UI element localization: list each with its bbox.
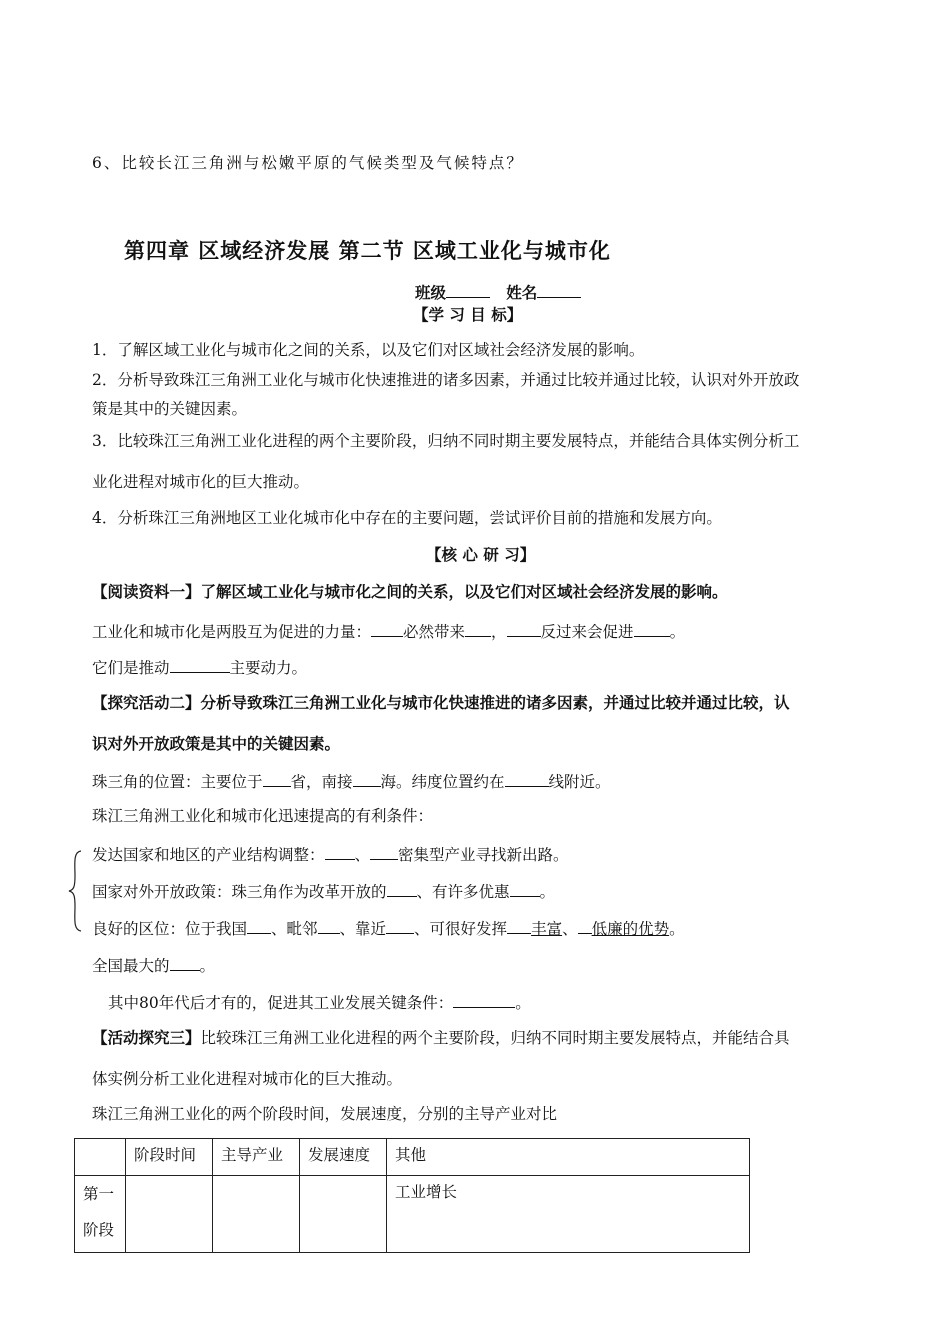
objective-4: 4．分析珠江三角洲地区工业化城市化中存在的主要问题，尝试评价目前的措施和发展方向。 (92, 509, 722, 527)
blank-2[interactable] (465, 620, 491, 637)
activity2-text-1: 分析导致珠江三角洲工业化与城市化快速推进的诸多因素，并通过比较并通过比较，认 (200, 693, 790, 712)
key-condition (108, 991, 531, 1013)
condition-3-text-h: 。 (669, 920, 685, 938)
objective-1: 1．了解区域工业化与城市化之间的关系，以及它们对区域社会经济发展的影响。 (92, 341, 645, 359)
stage-comparison-table (74, 1138, 750, 1253)
blank-c3b[interactable] (318, 917, 340, 934)
blank-province[interactable] (263, 770, 291, 787)
blank-5[interactable] (170, 656, 230, 673)
location-text-d: 线附近。 (548, 773, 611, 791)
table-header-row (75, 1139, 750, 1176)
condition-3-text-f: 、 (562, 920, 578, 938)
reading1-line1-text-d: 反过来会促进 (540, 623, 634, 641)
condition-2-text-b: 、有许多优惠 (416, 883, 510, 901)
table-header-cell (75, 1139, 126, 1176)
reading1-text: 了解区域工业化与城市化之间的关系，以及它们对区域社会经济发展的影响。 (200, 582, 728, 601)
objectives-header: 【学 习 目 标】 (413, 305, 523, 324)
reading1-line2-text-b: 主要动力。 (229, 659, 308, 677)
reading1-line1 (92, 620, 685, 642)
reading1-line2 (92, 656, 307, 678)
activity2-heading (92, 693, 790, 713)
blank-c2a[interactable] (387, 880, 417, 897)
condition-3-text-e: 丰富 (531, 920, 563, 938)
condition-1-text-b: 、 (354, 846, 371, 864)
blank-sea[interactable] (353, 770, 381, 787)
condition-1 (92, 843, 569, 865)
objective-2a: 2．分析导致珠江三角洲工业化与城市化快速推进的诸多因素，并通过比较并通过比较，认识对外开放政 (92, 371, 800, 389)
curly-brace (68, 850, 82, 932)
stage-label-cell (75, 1176, 126, 1253)
blank-3[interactable] (507, 620, 541, 637)
condition-3-text-b: 、毗邻 (271, 920, 318, 938)
reading1-line1-text-a: 工业化和城市化是两股互为促进的力量： (92, 623, 372, 641)
question-6: 6、比较长江三角洲与松嫩平原的气候类型及气候特点？ (92, 154, 524, 172)
activity3-text-2: 体实例分析工业化进程对城市化的巨大推动。 (92, 1070, 403, 1088)
stage-label-line2: 阶段 (83, 1221, 115, 1239)
table-cell[interactable] (300, 1176, 387, 1253)
activity3-heading (92, 1028, 790, 1048)
condition-1-text-c: 密集型产业寻找新出路。 (398, 846, 569, 864)
blank-latitude[interactable] (505, 770, 549, 787)
stage-label-line1: 第一 (83, 1185, 115, 1203)
blank-c1a[interactable] (325, 843, 355, 860)
location-text-b: 省，南接 (290, 773, 353, 791)
condition-2-text-a: 国家对外开放政策：珠三角作为改革开放的 (92, 883, 387, 901)
activity2-tag: 【探究活动二】 (92, 693, 201, 712)
condition-4-text-a: 全国最大的 (92, 957, 170, 975)
table-row (75, 1176, 750, 1253)
blank-c1b[interactable] (370, 843, 398, 860)
reading1-tag: 【阅读资料一】 (92, 582, 201, 601)
name-blank[interactable] (537, 281, 581, 298)
table-header-cell: 发展速度 (300, 1139, 387, 1176)
table-cell[interactable] (126, 1176, 213, 1253)
table-header-cell: 阶段时间 (126, 1139, 213, 1176)
blank-c3d[interactable] (507, 917, 531, 934)
condition-3-text-c: 、靠近 (339, 920, 387, 938)
location-text-a: 珠三角的位置：主要位于 (92, 773, 263, 791)
class-label: 班级 (415, 283, 447, 302)
condition-4-text-b: 。 (199, 957, 216, 975)
blank-c3c[interactable] (386, 917, 414, 934)
condition-3-text-g: 低廉的优势 (591, 920, 670, 938)
table-cell[interactable] (213, 1176, 300, 1253)
name-label: 姓名 (506, 283, 538, 302)
condition-3-text-a: 良好的区位：位于我国 (92, 920, 248, 938)
page-title: 第四章 区域经济发展 第二节 区域工业化与城市化 (124, 238, 611, 263)
blank-key[interactable] (453, 991, 515, 1008)
condition-2-text-c: 。 (539, 883, 556, 901)
blank-c3e[interactable] (578, 917, 592, 934)
reading1-line1-text-e: 。 (669, 623, 686, 641)
class-blank[interactable] (446, 281, 490, 298)
location-line (92, 770, 611, 792)
blank-1[interactable] (371, 620, 403, 637)
reading1-line1-text-c: ， (491, 623, 507, 641)
objective-2b: 策是其中的关键因素。 (92, 400, 248, 418)
table-header-cell: 主导产业 (213, 1139, 300, 1176)
key-condition-text-a: 其中80年代后才有的，促进其工业发展关键条件： (108, 994, 454, 1012)
activity2-text-2: 识对外开放政策是其中的关键因素。 (92, 734, 341, 753)
location-text-c: 海。纬度位置约在 (380, 773, 505, 791)
condition-3 (92, 917, 685, 939)
objective-3a: 3．比较珠江三角洲工业化进程的两个主要阶段，归纳不同时期主要发展特点，并能结合具体实例分析工 (92, 432, 800, 450)
blank-c4[interactable] (170, 954, 200, 971)
blank-4[interactable] (634, 620, 670, 637)
condition-4 (92, 954, 215, 976)
table-header-cell: 其他 (387, 1139, 750, 1176)
reading1-line2-text-a: 它们是推动 (92, 659, 170, 677)
table-cell[interactable]: 工业增长 (387, 1176, 750, 1253)
activity3-tag: 【活动探究三】 (92, 1028, 201, 1047)
reading1-heading (92, 582, 728, 602)
table-intro: 珠江三角洲工业化的两个阶段时间，发展速度，分别的主导产业对比 (92, 1105, 558, 1123)
key-condition-text-b: 。 (515, 994, 531, 1012)
condition-2 (92, 880, 555, 902)
objective-3b: 业化进程对城市化的巨大推动。 (92, 473, 310, 491)
condition-1-text-a: 发达国家和地区的产业结构调整： (92, 846, 325, 864)
blank-c3a[interactable] (247, 917, 271, 934)
activity3-text-1: 比较珠江三角洲工业化进程的两个主要阶段，归纳不同时期主要发展特点，并能结合具 (200, 1029, 790, 1047)
class-name-line (415, 281, 581, 303)
reading1-line1-text-b: 必然带来 (403, 623, 466, 641)
core-header: 【核 心 研 习】 (426, 545, 536, 564)
conditions-intro: 珠江三角洲工业化和城市化迅速提高的有利条件： (92, 807, 434, 825)
blank-c2b[interactable] (510, 880, 540, 897)
condition-3-text-d: 、可很好发挥 (414, 920, 508, 938)
